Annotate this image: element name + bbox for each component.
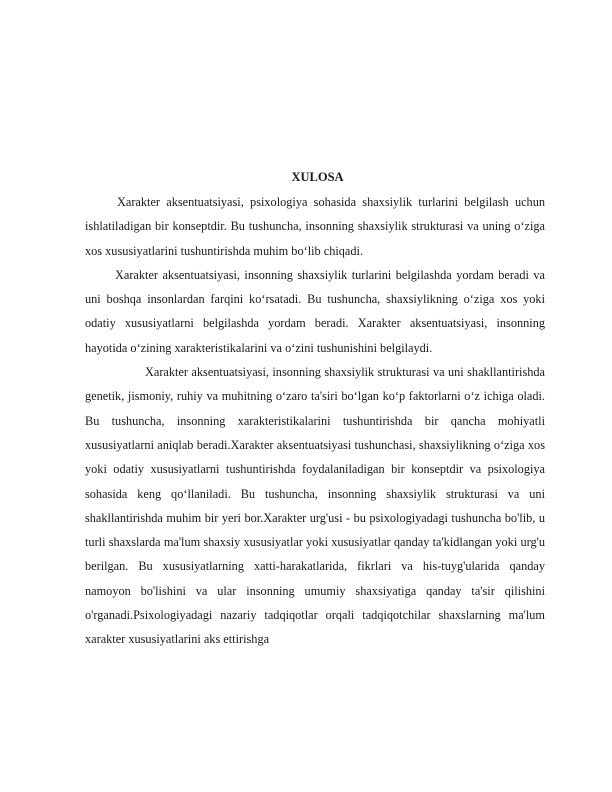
paragraph-2: Xarakter aksentuatsiyasi, insonning shaxsiylik turlarini belgilashda yordam beradi va uni boshqa insonlardan farqini ko‘rsatadi. Bu tushuncha, shaxsiylikning o‘ziga xos yoki odatiy xususiyatlarni belgilashda yordam beradi. Xarakter aksentuatsiyasi, insonning hayotida o‘zining xarakteristikalarini va o‘zini tushunishini belgilaydi. (85, 267, 545, 355)
page-title: XULOSA (291, 170, 344, 184)
document-page (85, 167, 545, 652)
paragraph-1: Xarakter aksentuatsiyasi, psixologiya sohasida shaxsiylik turlarini belgilash uchun ishlatiladigan bir konseptdir. Bu tushuncha, insonning shaxsiylik strukturasi va uning o‘ziga xos xususiyatlarini tushuntirishda muhim bo‘lib chiqadi. (85, 195, 545, 258)
paragraph-3: Xarakter aksentuatsiyasi, insonning shaxsiylik strukturasi va uni shakllantirishda genetik, jismoniy, ruhiy va muhitning o‘zaro ta'siri bo‘lgan ko‘p faktorlarni o‘z ichiga oladi. Bu tushuncha, insonning xarakteristikalarini tushuntirishda bir qancha mohiyatli xususiyatlarni aniqlab beradi.Xarakter aksentuatsiyasi tushunchasi, shaxsiylikning o‘ziga xos yoki odatiy xususiyatlarni tushuntirishda foydalaniladigan bir konseptdir va psixologiya sohasida keng qo‘llaniladi. Bu tushuncha, insonning shaxsiylik strukturasi va uni shakllantirishda muhim bir yeri bor.Xarakter urg'usi - bu psixologiyadagi tushuncha bo'lib, u turli shaxslarda ma'lum shaxsiy xususiyatlar yoki xususiyatlar qanday ta'kidlangan yoki urg'u berilgan. Bu xususiyatlarning xatti-harakatlarida, fikrlari va his-tuyg'ularida qanday namoyon bo'lishini va ular insonning umumiy shaxsiyatiga qanday ta'sir qilishini o'rganadi.Psixologiyadagi nazariy tadqiqotlar orqali tadqiqotchilar shaxslarning ma'lum xarakter xususiyatlarini aks ettirishga (85, 365, 545, 647)
